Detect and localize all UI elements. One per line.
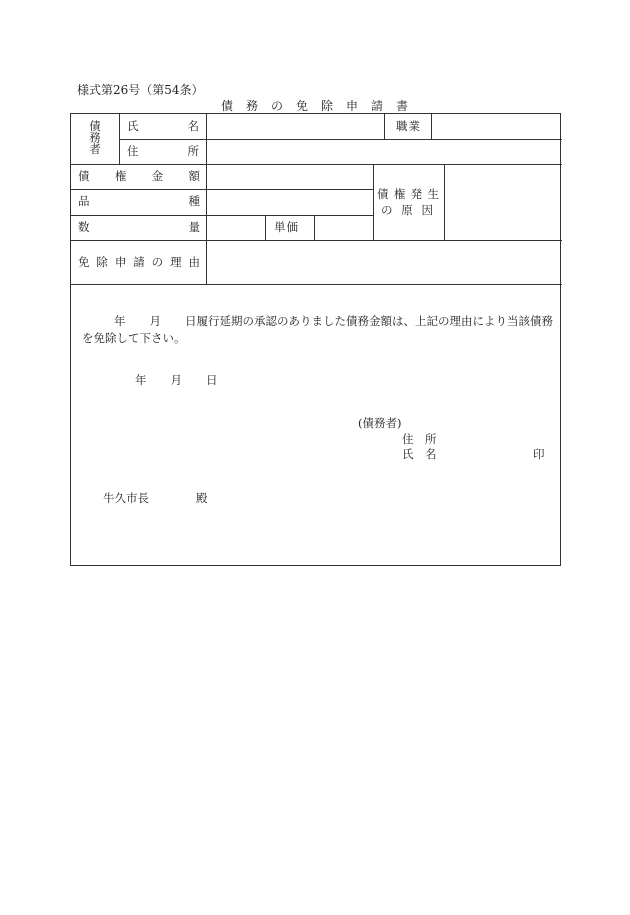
column-divider <box>265 215 266 240</box>
row-divider <box>71 164 562 165</box>
request-year: 年 <box>114 314 126 328</box>
date-day: 日 <box>206 373 218 387</box>
request-text: 日履行延期の承認のありました債務金額は、上記の理由により当該債務を免除して下さい。 <box>82 314 553 345</box>
item-label <box>78 194 200 208</box>
row-divider <box>71 284 562 285</box>
request-month: 月 <box>149 314 161 328</box>
amount-label-text: 債 権 金 額 <box>78 169 200 183</box>
column-divider <box>431 114 432 139</box>
item-label-text: 品 種 <box>78 194 200 208</box>
request-paragraph <box>82 313 558 347</box>
seal-mark: 印 <box>533 447 545 461</box>
occupation-label: 職業 <box>396 119 421 133</box>
row-divider <box>71 240 562 241</box>
quantity-label <box>78 220 200 234</box>
cause-label-line2 <box>377 203 439 217</box>
signature-name-label: 氏 名 <box>402 447 437 461</box>
form-number: 様式第26号（第54条） <box>77 83 204 97</box>
column-divider <box>314 215 315 240</box>
cause-label-line1 <box>377 187 439 201</box>
row-divider <box>71 215 373 216</box>
signature-address-label: 住 所 <box>402 432 437 446</box>
addressee: 牛久市長 <box>103 491 149 505</box>
cause-label-line1-text: 債 権 発 生 <box>377 187 439 201</box>
date-line <box>135 372 218 388</box>
address-label-text: 住 所 <box>127 144 199 158</box>
name-label-text: 氏 名 <box>127 119 199 133</box>
unit-price-label: 単価 <box>274 220 299 234</box>
form-title: 債務の免除申請書 <box>220 99 421 113</box>
reason-label-text: 免 除 申 請 の 理 由 <box>78 255 200 269</box>
column-divider <box>384 114 385 139</box>
row-divider <box>119 139 562 140</box>
date-year: 年 <box>135 373 147 387</box>
column-divider <box>373 164 374 240</box>
row-divider <box>71 189 373 190</box>
debtor-group-label: 債務者 <box>88 120 102 155</box>
column-divider <box>444 164 445 240</box>
cause-label-line2-text: の 原 因 <box>381 203 433 217</box>
honorific: 殿 <box>196 491 208 505</box>
amount-label <box>78 169 200 183</box>
quantity-label-text: 数 量 <box>78 220 200 234</box>
debtor-heading: (債務者) <box>358 416 402 430</box>
column-divider <box>119 114 120 164</box>
name-label <box>127 119 199 133</box>
address-label <box>127 144 199 158</box>
reason-label <box>78 255 200 269</box>
column-divider <box>206 114 207 284</box>
date-month: 月 <box>170 373 182 387</box>
